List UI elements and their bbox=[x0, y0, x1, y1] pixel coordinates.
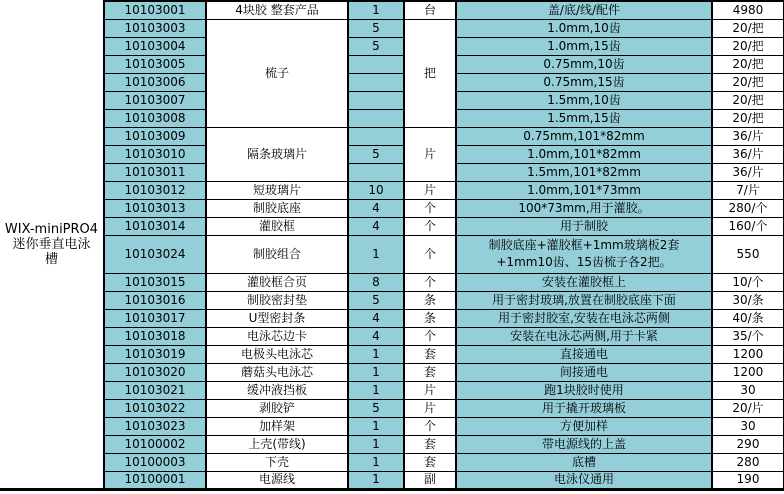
table-row bbox=[0, 273, 784, 291]
table-row bbox=[0, 327, 784, 345]
desc-line: 制胶底座+灌胶框+1mm玻璃板2套 bbox=[488, 238, 680, 252]
qty-cell: 4 bbox=[348, 327, 404, 345]
qty-cell: 1 bbox=[348, 381, 404, 399]
table-row bbox=[0, 199, 784, 217]
unit-cell: 个 bbox=[404, 217, 456, 235]
price-cell: 20/把 bbox=[712, 73, 784, 91]
desc-cell: 1.0mm,101*82mm bbox=[456, 145, 712, 163]
table-row bbox=[0, 1, 784, 19]
code-cell: 10103014 bbox=[104, 217, 206, 235]
product-group-line: 槽 bbox=[44, 251, 58, 267]
code-cell: 10103005 bbox=[104, 55, 206, 73]
code-cell: 10103016 bbox=[104, 291, 206, 309]
desc-line: +1mm10齿、15齿梳子各2把。 bbox=[496, 255, 672, 269]
table-row bbox=[0, 453, 784, 471]
name-cell: 梳子 bbox=[206, 19, 348, 127]
price-cell: 36/片 bbox=[712, 163, 784, 181]
name-cell: 下壳 bbox=[206, 453, 348, 471]
table-row bbox=[0, 309, 784, 327]
price-cell: 20/把 bbox=[712, 55, 784, 73]
desc-cell: 安装在灌胶框上 bbox=[456, 273, 712, 291]
desc-cell: 电泳仪通用 bbox=[456, 471, 712, 489]
table-row bbox=[0, 417, 784, 435]
qty-cell bbox=[348, 127, 404, 145]
price-cell: 10/个 bbox=[712, 273, 784, 291]
name-cell: 剥胶铲 bbox=[206, 399, 348, 417]
table-row bbox=[0, 181, 784, 199]
name-cell: 上壳(带线) bbox=[206, 435, 348, 453]
price-cell: 20/片 bbox=[712, 399, 784, 417]
code-cell: 10103001 bbox=[104, 1, 206, 19]
name-cell: 制胶组合 bbox=[206, 235, 348, 273]
qty-cell bbox=[348, 73, 404, 91]
price-cell: 36/片 bbox=[712, 145, 784, 163]
qty-cell: 1 bbox=[348, 453, 404, 471]
unit-cell: 套 bbox=[404, 453, 456, 471]
name-cell: 电源线 bbox=[206, 471, 348, 489]
price-cell: 20/把 bbox=[712, 109, 784, 127]
table-row bbox=[0, 91, 784, 109]
name-cell: 制胶底座 bbox=[206, 199, 348, 217]
price-cell: 35/个 bbox=[712, 327, 784, 345]
desc-cell: 0.75mm,10齿 bbox=[456, 55, 712, 73]
unit-cell: 套 bbox=[404, 345, 456, 363]
desc-cell: 1.0mm,101*73mm bbox=[456, 181, 712, 199]
price-cell: 550 bbox=[712, 235, 784, 273]
price-cell: 1200 bbox=[712, 363, 784, 381]
desc-cell: 1.0mm,15齿 bbox=[456, 37, 712, 55]
desc-cell: 1.5mm,101*82mm bbox=[456, 163, 712, 181]
qty-cell: 4 bbox=[348, 309, 404, 327]
name-cell: 隔条玻璃片 bbox=[206, 127, 348, 181]
price-cell: 40/条 bbox=[712, 309, 784, 327]
price-cell: 20/把 bbox=[712, 19, 784, 37]
qty-cell bbox=[348, 109, 404, 127]
desc-cell: 1.5mm,15齿 bbox=[456, 109, 712, 127]
qty-cell: 5 bbox=[348, 145, 404, 163]
price-cell: 280/个 bbox=[712, 199, 784, 217]
desc-cell bbox=[456, 235, 712, 273]
code-cell: 10103019 bbox=[104, 345, 206, 363]
unit-cell: 个 bbox=[404, 199, 456, 217]
price-cell: 290 bbox=[712, 435, 784, 453]
unit-cell: 个 bbox=[404, 235, 456, 273]
code-cell: 10103013 bbox=[104, 199, 206, 217]
price-cell: 20/把 bbox=[712, 91, 784, 109]
qty-cell: 1 bbox=[348, 235, 404, 273]
name-cell: 蘑菇头电泳芯 bbox=[206, 363, 348, 381]
code-cell: 10100002 bbox=[104, 435, 206, 453]
unit-cell: 片 bbox=[404, 399, 456, 417]
unit-cell: 片 bbox=[404, 127, 456, 181]
name-cell: 电泳芯边卡 bbox=[206, 327, 348, 345]
desc-cell: 方便加样 bbox=[456, 417, 712, 435]
unit-cell: 片 bbox=[404, 381, 456, 399]
unit-cell: 套 bbox=[404, 435, 456, 453]
name-cell: 4块胶 整套产品 bbox=[206, 1, 348, 19]
qty-cell: 1 bbox=[348, 363, 404, 381]
table-row bbox=[0, 163, 784, 181]
desc-cell: 带电源线的上盖 bbox=[456, 435, 712, 453]
table-row bbox=[0, 291, 784, 309]
code-cell: 10100003 bbox=[104, 453, 206, 471]
code-cell: 10103020 bbox=[104, 363, 206, 381]
price-cell: 36/片 bbox=[712, 127, 784, 145]
price-cell: 280 bbox=[712, 453, 784, 471]
unit-cell: 个 bbox=[404, 417, 456, 435]
qty-cell bbox=[348, 91, 404, 109]
table-row bbox=[0, 399, 784, 417]
table-row bbox=[0, 73, 784, 91]
qty-cell bbox=[348, 163, 404, 181]
desc-cell: 用于制胶 bbox=[456, 217, 712, 235]
code-cell: 10103011 bbox=[104, 163, 206, 181]
table-row bbox=[0, 37, 784, 55]
unit-cell: 个 bbox=[404, 273, 456, 291]
price-cell: 30 bbox=[712, 381, 784, 399]
code-cell: 10103023 bbox=[104, 417, 206, 435]
qty-cell: 5 bbox=[348, 291, 404, 309]
code-cell: 10103012 bbox=[104, 181, 206, 199]
unit-cell: 副 bbox=[404, 471, 456, 489]
price-cell: 1200 bbox=[712, 345, 784, 363]
qty-cell: 10 bbox=[348, 181, 404, 199]
qty-cell: 1 bbox=[348, 1, 404, 19]
code-cell: 10103004 bbox=[104, 37, 206, 55]
qty-cell: 5 bbox=[348, 37, 404, 55]
unit-cell: 个 bbox=[404, 327, 456, 345]
code-cell: 10103018 bbox=[104, 327, 206, 345]
desc-cell: 用于密封玻璃,放置在制胶底座下面 bbox=[456, 291, 712, 309]
table-row bbox=[0, 127, 784, 145]
price-cell: 20/把 bbox=[712, 37, 784, 55]
table-row bbox=[0, 235, 784, 273]
name-cell: 灌胶框 bbox=[206, 217, 348, 235]
price-cell: 30 bbox=[712, 417, 784, 435]
code-cell: 10103022 bbox=[104, 399, 206, 417]
name-cell: 电极头电泳芯 bbox=[206, 345, 348, 363]
price-cell: 4980 bbox=[712, 1, 784, 19]
product-group-line: 迷你垂直电泳 bbox=[12, 236, 91, 252]
desc-cell: 直接通电 bbox=[456, 345, 712, 363]
table-row bbox=[0, 381, 784, 399]
qty-cell: 4 bbox=[348, 199, 404, 217]
product-group-line: WIX-miniPRO4 bbox=[4, 221, 99, 237]
code-cell: 10103003 bbox=[104, 19, 206, 37]
desc-cell: 1.5mm,10齿 bbox=[456, 91, 712, 109]
table-row bbox=[0, 471, 784, 489]
table-row bbox=[0, 109, 784, 127]
price-cell: 30/条 bbox=[712, 291, 784, 309]
desc-cell: 跑1块胶时使用 bbox=[456, 381, 712, 399]
qty-cell: 8 bbox=[348, 273, 404, 291]
name-cell: 加样架 bbox=[206, 417, 348, 435]
qty-cell: 1 bbox=[348, 345, 404, 363]
code-cell: 10103010 bbox=[104, 145, 206, 163]
qty-cell bbox=[348, 55, 404, 73]
table-row bbox=[0, 345, 784, 363]
desc-cell: 底槽 bbox=[456, 453, 712, 471]
desc-cell: 100*73mm,用于灌胶。 bbox=[456, 199, 712, 217]
price-cell: 7/片 bbox=[712, 181, 784, 199]
code-cell: 10103008 bbox=[104, 109, 206, 127]
table-row bbox=[0, 363, 784, 381]
code-cell: 10103015 bbox=[104, 273, 206, 291]
code-cell: 10103021 bbox=[104, 381, 206, 399]
table-row bbox=[0, 145, 784, 163]
name-cell: U型密封条 bbox=[206, 309, 348, 327]
desc-cell: 间接通电 bbox=[456, 363, 712, 381]
code-cell: 10103024 bbox=[104, 235, 206, 273]
code-cell: 10103017 bbox=[104, 309, 206, 327]
unit-cell: 条 bbox=[404, 309, 456, 327]
price-cell: 160/个 bbox=[712, 217, 784, 235]
unit-cell: 套 bbox=[404, 363, 456, 381]
qty-cell: 1 bbox=[348, 417, 404, 435]
name-cell: 缓冲液挡板 bbox=[206, 381, 348, 399]
unit-cell: 条 bbox=[404, 291, 456, 309]
table-row bbox=[0, 55, 784, 73]
desc-cell: 用于撬开玻璃板 bbox=[456, 399, 712, 417]
desc-cell: 1.0mm,10齿 bbox=[456, 19, 712, 37]
product-group-cell bbox=[0, 1, 104, 489]
qty-cell: 4 bbox=[348, 217, 404, 235]
unit-cell: 片 bbox=[404, 181, 456, 199]
qty-cell: 5 bbox=[348, 399, 404, 417]
desc-cell: 盖/底/线/配件 bbox=[456, 1, 712, 19]
table-row bbox=[0, 435, 784, 453]
table-row bbox=[0, 19, 784, 37]
name-cell: 制胶密封垫 bbox=[206, 291, 348, 309]
desc-cell: 安装在电泳芯两侧,用于卡紧 bbox=[456, 327, 712, 345]
unit-cell: 台 bbox=[404, 1, 456, 19]
desc-cell: 0.75mm,101*82mm bbox=[456, 127, 712, 145]
price-cell: 190 bbox=[712, 471, 784, 489]
code-cell: 10103006 bbox=[104, 73, 206, 91]
name-cell: 灌胶框合页 bbox=[206, 273, 348, 291]
name-cell: 短玻璃片 bbox=[206, 181, 348, 199]
desc-cell: 用于密封胶室,安装在电泳芯两侧 bbox=[456, 309, 712, 327]
desc-cell: 0.75mm,15齿 bbox=[456, 73, 712, 91]
qty-cell: 5 bbox=[348, 19, 404, 37]
code-cell: 10103007 bbox=[104, 91, 206, 109]
code-cell: 10103009 bbox=[104, 127, 206, 145]
unit-cell: 把 bbox=[404, 19, 456, 127]
price-table-body bbox=[0, 1, 784, 489]
table-row bbox=[0, 217, 784, 235]
qty-cell: 1 bbox=[348, 435, 404, 453]
code-cell: 10100001 bbox=[104, 471, 206, 489]
qty-cell: 1 bbox=[348, 471, 404, 489]
